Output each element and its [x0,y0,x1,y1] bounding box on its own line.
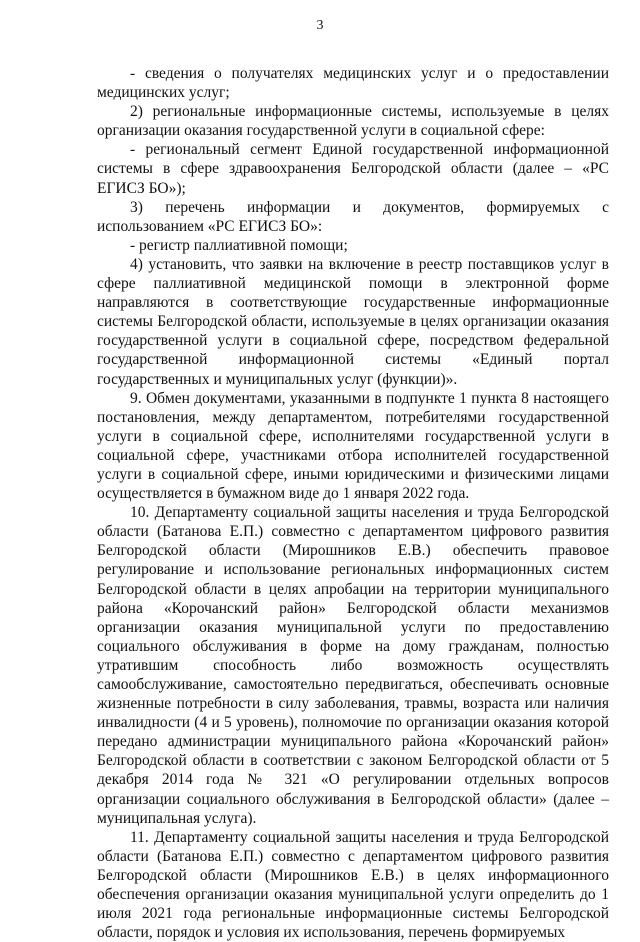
paragraph-item-11: 11. Департаменту социальной защиты населения и труда Белгородской области (Батанова Е.П.) совместно с департаментом цифрового развития Белгородской области (Мирошников Е.В.) в целях информационного обеспечения организации оказания муниципальной услуги определить до 1 июля 2021 года региональные информационные системы Белгородской области, порядок и условия их использования, перечень формируемых [97,828,609,942]
document-body [97,64,609,942]
page-number: 3 [316,18,324,33]
paragraph-egisz-segment: - региональный сегмент Единой государственной информационной системы в сфере здравоохранения Белгородской области (далее – «РС ЕГИСЗ БО»); [97,141,609,197]
paragraph-medical-services-info: - сведения о получателях медицинских услуг и о предоставлении медицинских услуг; [97,65,609,102]
paragraph-provider-registry: 4) установить, что заявки на включение в реестр поставщиков услуг в сфере паллиативной медицинской помощи в электронной форме направляются в соответствующие государственные информационные системы Белгородской области, используемые в целях организации оказания государственной услуги в социальной сфере, посредством федеральной государственной информационной системы «Единый портал государственных и муниципальных услуг (функции)». [97,255,609,388]
paragraph-regional-systems: 2) региональные информационные системы, используемые в целях организации оказания государственной услуги в социальной сфере: [97,103,609,140]
paragraph-item-10: 10. Департаменту социальной защиты населения и труда Белгородской области (Батанова Е.П.) совместно с департаментом цифрового развития Белгородской области (Мирошников Е.В.) обеспечить правовое регулирование и использование региональных информационных систем Белгородской области в целях апробации на территории муниципального района «Корочанский район» Белгородской области механизмов организации оказания муниципальной услуги по предоставлению социального обслуживания в форме на дому гражданам, полностью утратившим способность либо возможность осуществлять самообслуживание, самостоятельно передвигаться, обеспечивать основные жизненные потребности в силу заболевания, травмы, возраста или наличия инвалидности (4 и 5 уровень), полномочие по организации оказания которой передано администрации муниципального района «Корочанский район» Белгородской области в соответствии с законом Белгородской области от 5 декабря 2014 года № 321 «О регулировании отдельных вопросов организации социального обслуживания в Белгородской области» (далее – муниципальная услуга). [97,504,609,827]
paragraph-documents-list: 3) перечень информации и документов, формируемых с использованием «РС ЕГИСЗ БО»: [97,198,609,235]
paragraph-palliative-register: - регистр паллиативной помощи; [130,236,348,254]
paragraph-item-9: 9. Обмен документами, указанными в подпункте 1 пункта 8 настоящего постановления, между департаментом, потребителями государственной услуги в социальной сфере, исполнителями государственной услуги в социальной сфере, участниками отбора исполнителей государственной услуги в социальной сфере, иными юридическими и физическими лицами осуществляется в бумажном виде до 1 января 2022 года. [97,389,609,503]
